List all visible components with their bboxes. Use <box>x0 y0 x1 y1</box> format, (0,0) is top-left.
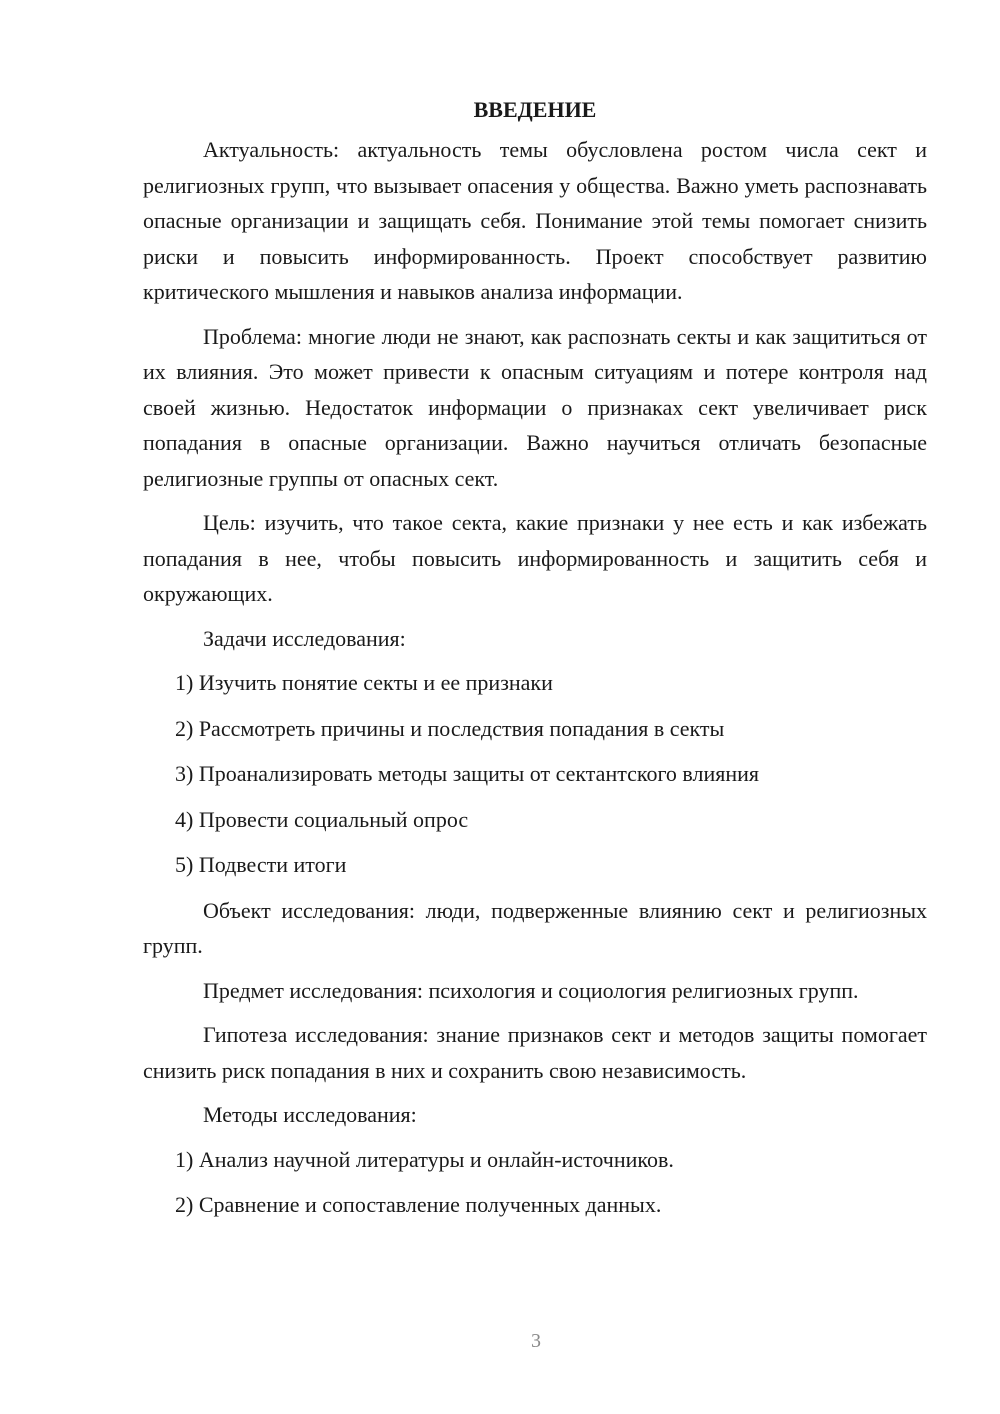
object-paragraph: Объект исследования: люди, подверженные влиянию сект и религиозных групп. <box>143 897 927 958</box>
tasks-label: Задачи исследования: <box>203 625 406 651</box>
methods-list <box>143 1142 927 1223</box>
page-content <box>143 92 927 1233</box>
hypothesis-paragraph: Гипотеза исследования: знание признаков сект и методов защиты помогает снизить риск попадания в них и сохранить свою независимость. <box>143 1022 927 1083</box>
page-number: 3 <box>531 1330 541 1352</box>
list-item: 2) Рассмотреть причины и последствия попадания в секты <box>175 715 725 741</box>
list-item: 5) Подвести итоги <box>175 852 347 877</box>
list-item: 2) Сравнение и сопоставление полученных данных. <box>175 1192 662 1217</box>
list-item: 4) Провести социальный опрос <box>175 806 469 832</box>
problem-paragraph: Проблема: многие люди не знают, как распознать секты и как защититься от их влияния. Это может привести к опасным ситуациям и потере контроля над своей жизнью. Недостаток информации о признаках сект увеличивает риск попадания в опасные организации. Важно научиться отличать безопасные религиозные группы от опасных сект. <box>143 323 927 491</box>
subject-paragraph: Предмет исследования: психология и социология религиозных групп. <box>203 977 859 1003</box>
section-heading: ВВЕДЕНИЕ <box>473 97 597 122</box>
tasks-list <box>143 665 927 883</box>
methods-label: Методы исследования: <box>203 1102 417 1127</box>
list-item: 1) Изучить понятие секты и ее признаки <box>175 670 553 695</box>
relevance-paragraph: Актуальность: актуальность темы обусловлена ростом числа сект и религиозных групп, что вызывает опасения у общества. Важно уметь распознавать опасные организации и защищать себя. Понимание этой темы помогает снизить риски и повысить информированность. Проект способствует развитию критического мышления и навыков анализа информации. <box>143 137 927 304</box>
list-item: 1) Анализ научной литературы и онлайн-источников. <box>175 1146 674 1172</box>
goal-paragraph: Цель: изучить, что такое секта, какие признаки у нее есть и как избежать попадания в нее, чтобы повысить информированность и защитить себя и окружающих. <box>143 510 927 606</box>
list-item: 3) Проанализировать методы защиты от сектантского влияния <box>175 761 760 786</box>
